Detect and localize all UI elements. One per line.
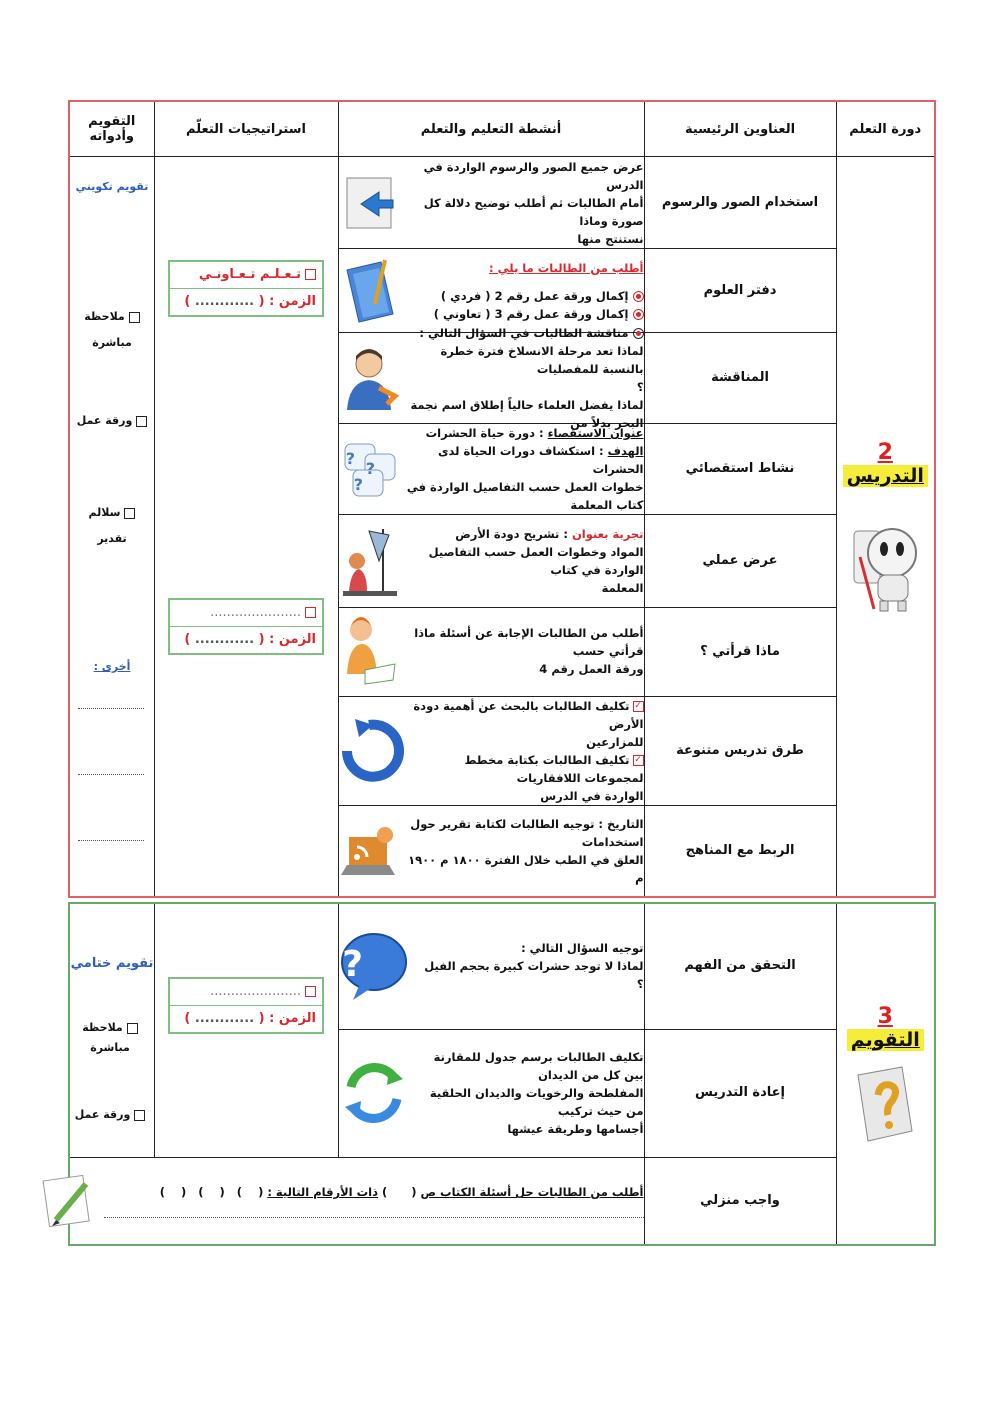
question-bubbles-icon [339,434,401,504]
row-title-check-understanding: التحقق من الفهم [644,903,836,1029]
reading-child-icon [339,614,401,690]
discussion-person-icon [339,342,401,414]
other-label: أخرى : [93,660,131,673]
header-activities: أنشطة التعليم والتعلم [338,101,644,157]
teaching-phase-table [68,100,936,898]
row-title-homework: واجب منزلي [644,1157,836,1245]
homework-instruction: أطلب من الطالبات حل أسئلة الكتاب ص ( ) ذات الأرقام التالية : ( ) ( ) ( ) [159,1185,644,1200]
strategy-box-3: ...................... الزمن : ( ............ ) [168,977,324,1034]
pencil-paper-icon [36,1170,98,1232]
strategy-box-2: ...................... الزمن : ( ............ ) [168,598,324,655]
row-activity-discussion: مناقشة الطالبات في السؤال التالي : لماذا تعد مرحلة الانسلاخ فترة خطرة بالنسبة للمفصليات ؟ لماذا يفضل العلماء حالياً إطلاق اسم نجمة البحر بدلاً من [338,333,644,424]
coop-learning-box: تـعـلـم تـعـاونـي الزمن : ( ............ ) [168,260,324,317]
svg-text:?: ? [353,475,363,494]
rubric-check[interactable]: سلالم تقدير [72,500,152,552]
row-title-images: استخدام الصور والرسوم [644,157,836,249]
rotate-arrow-icon [339,715,401,787]
summative-assessment: تقويم ختامي [70,956,154,971]
row-activity-demo: تجربة بعنوان : تشريح دودة الأرض المواد وخطوات العمل حسب التفاصيل الواردة في كتاب المعلمة [338,515,644,608]
other-line-3 [78,840,144,841]
observation-check[interactable]: ملاحظة مباشرة [72,304,152,356]
images-icon [339,172,401,234]
row-title-reteach: إعادة التدريس [644,1029,836,1157]
header-cycle: دورة التعلم [836,101,935,157]
robot-teacher-icon [848,517,922,613]
row-title-what-did-you-read: ماذا قرأتي ؟ [644,608,836,697]
svg-text:?: ? [341,944,363,986]
phase-2-cell [836,157,935,897]
row-activity-notebook: أطلب من الطالبات ما يلي : إكمال ورقة عمل رقم 2 ( فردي ) إكمال ورقة عمل رقم 3 ( تعاوني ) [338,249,644,333]
row-title-discussion: المناقشة [644,333,836,424]
row-activity-images: عرض جميع الصور والرسوم الواردة في الدرس أمام الطالبات ثم أطلب توضيح دلالة كل صورة وماذا نستنتج منها [338,157,644,249]
row-title-demo: عرض عملي [644,515,836,608]
row-title-inquiry: نشاط استقصائي [644,424,836,515]
time-label-3: الزمن : ( [258,1011,316,1026]
question-board-icon [852,1065,918,1145]
svg-text:?: ? [345,449,355,468]
worksheet-check[interactable]: ورقة عمل [72,414,152,427]
formative-assessment: تقويم تكويني [75,180,149,193]
assessment-phase-table [68,902,936,1246]
row-title-methods: طرق تدريس متنوعة [644,697,836,806]
phase-3-number: 3 [877,1003,893,1029]
svg-text:?: ? [365,459,375,478]
phase-2-number: 2 [877,439,893,465]
phase-3-cell [836,903,935,1245]
refresh-cycle-icon [339,1057,409,1129]
phase-3-name: التقويم [847,1029,924,1051]
coop-learning-label: تـعـلـم تـعـاونـي [198,267,301,282]
row-activity-methods: ✓تكليف الطالبات بالبحث عن أهمية دودة الأرض للمزارعين ✓تكليف الطالبات بكتابة مخطط لمجموعات اللافقاريات الواردة في الدرس [338,697,644,806]
row-activity-reteach: تكليف الطالبات برسم جدول للمقارنة بين كل من الديدان المفلطحة والرخويات والديدان الحلقية من حيث تركيب أجسامها وطريقة عيشها [338,1029,644,1157]
other-line-1 [78,708,144,709]
row-activity-check-understanding: توجيه السؤال التالي : لماذا لا توجد حشرات كبيرة بحجم الفيل ؟ ? [338,903,644,1029]
experiment-icon [339,521,401,601]
worksheet-check-3[interactable]: ورقة عمل [70,1108,150,1121]
row-activity-what-did-you-read: أطلب من الطالبات الإجابة عن أسئلة ماذا قرأتي حسب ورقة العمل رقم 4 [338,608,644,697]
observation-check-3[interactable]: ملاحظة مباشرة [70,1018,150,1058]
time-label-2: الزمن : ( [258,632,316,647]
header-strategies: استراتيجيات التعلّم [154,101,338,157]
header-assessment: التقويم وأدواته [69,101,154,157]
row-activity-homework [69,1157,644,1245]
phase-2-name: التدريس [843,465,928,487]
time-label-1: الزمن : ( [258,294,316,309]
notebook-icon [339,256,401,326]
header-main-titles: العناوين الرئيسية [644,101,836,157]
other-line-2 [78,774,144,775]
homework-line [104,1217,644,1218]
laptop-rss-icon [339,821,401,881]
row-activity-inquiry: عنوان الاستقصاء : دورة حياة الحشرات الهدف : استكشاف دورات الحياة لدى الحشرات خطوات العمل حسب التفاصيل الواردة في كتاب المعلمة ? ? ? [338,424,644,515]
row-title-notebook: دفتر العلوم [644,249,836,333]
row-activity-curriculum: التاريخ : توجيه الطالبات لكتابة تقرير حول استخدامات العلق في الطب خلال الفترة ١٨٠٠ م ١٩٠٠ م [338,806,644,897]
row-title-curriculum: الربط مع المناهج [644,806,836,897]
question-mark-icon [339,930,409,1002]
